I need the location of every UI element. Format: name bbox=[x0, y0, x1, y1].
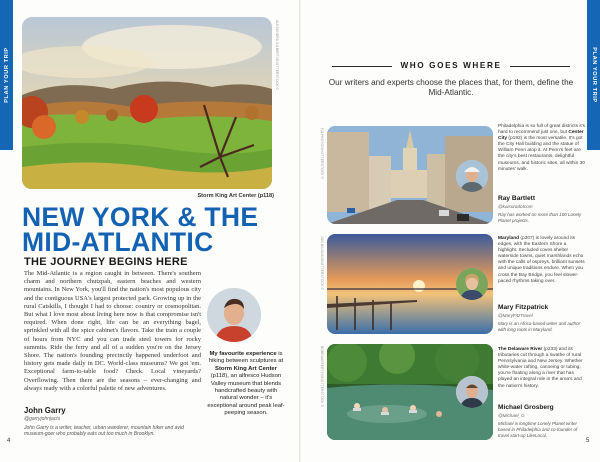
author-name: John Garry bbox=[24, 406, 66, 415]
page-number-right: 5 bbox=[586, 438, 590, 444]
page-subtitle: THE JOURNEY BEGINS HERE bbox=[24, 256, 188, 268]
favourite-experience: My favourite experience is hiking between sculptures at Storm King Art Center (p118), an alfresco Hudson Valley museum that blends handcrafted beauty with natural wonder – it's exceptional around peak leaf-peeping season. bbox=[207, 351, 285, 417]
page-number-left: 4 bbox=[7, 438, 11, 444]
page-title bbox=[22, 202, 292, 257]
writer-bio-mary-fitzpatrick: Mary is an Africa-based writer and author with long roots in Maryland. bbox=[498, 321, 581, 332]
writer-handle-ray-bartlett: @kaisoradotcom bbox=[498, 204, 533, 209]
photo-credit-philadelphia: F11PHOTO/SHUTTERSTOCK © bbox=[320, 128, 324, 180]
writer-portrait-ray-bartlett bbox=[456, 160, 488, 192]
title-line-1: NEW YORK & THE bbox=[22, 202, 259, 232]
hero-landscape-photo bbox=[22, 17, 272, 189]
writer-name-michael-grosberg: Michael Grosberg bbox=[498, 404, 554, 411]
author-handle: @garryjohnjacts bbox=[24, 416, 61, 422]
writer-name-ray-bartlett: Ray Bartlett bbox=[498, 195, 536, 202]
who-goes-where-heading: WHO GOES WHERE bbox=[400, 61, 502, 70]
writer-handle-mary-fitzpatrick: @MaryFitzTravel bbox=[498, 313, 533, 318]
blurb-maryland: Maryland (p307) is lovely around its edges, with the Eastern Shore a highlight. Secluded coves shelter waterside towns, quiet marshlands echo with the calls of ospreys, brilliant sunsets and unique traditions endure. When you cross the Bay Bridge, you feel slower-paced rhythms taking over. bbox=[498, 236, 585, 284]
writer-portrait-michael-grosberg bbox=[456, 376, 488, 408]
side-tab-left: PLAN YOUR TRIP bbox=[0, 0, 13, 150]
writer-name-mary-fitzpatrick: Mary Fitzpatrick bbox=[498, 304, 549, 311]
blurb-center-city: Philadelphia is so full of great districts it's hard to recommend just one, but Center City (p192) is the most versatile. It's got the City Hall building and the statue of William Penn atop it. At Penn's feet are the city's best restaurants, delightful museums, and historic sites, all within 30 minutes' walk. bbox=[498, 124, 586, 172]
author-portrait bbox=[207, 288, 261, 342]
photo-credit-maryland: JON BILOUS/SHUTTERSTOCK © bbox=[320, 236, 324, 291]
writer-bio-ray-bartlett: Ray has worked on more than 100 Lonely Planet projects. bbox=[498, 212, 582, 223]
blurb-delaware-river: The Delaware River (p233) and its tributaries cut through a swathe of rural Pennsylvania and New Jersey. Whether white-water rafting, canoeing or tubing, you're floating along a river that has played an integral role in the area's and the nation's history. bbox=[498, 347, 583, 389]
hero-photo-credit: ALEXANDRA GILBERT/SHUTTERSTOCK © bbox=[275, 20, 279, 91]
hero-caption: Storm King Art Center (p118) bbox=[197, 193, 274, 199]
author-bio: John Garry is a writer, teacher, urban wanderer, mountain hiker and avid museum-goer who probably eats out too much in Brooklyn. bbox=[24, 425, 184, 438]
title-line-2: MID-ATLANTIC bbox=[22, 227, 214, 257]
writer-portrait-mary-fitzpatrick bbox=[456, 268, 488, 300]
photo-credit-delaware: BOBRAAFFERTY/SHUTTERSTOCK © bbox=[320, 346, 324, 408]
side-tab-right: PLAN YOUR TRIP bbox=[587, 0, 600, 150]
spine-gutter bbox=[299, 0, 301, 462]
intro-paragraph: The Mid-Atlantic is a region caught in between. There's southern charm and northern chutzpah, eastern beaches and western mountains. In New York, you'll find the nation's most populous city and the contiguous USA's largest protected park. Growing up in the rural Catskills, I thought I had to choose: country or cosmopolitan. But what I love most about living here now is that compromise isn't required. When done right, life can be an everything bagel, sprinkled with all the spice cabinet's flavors. Take the train a couple of hours from NYC and you can trade steel towers for rocky summits. Ride the ferry and all of a sudden you're on the Jersey Shore. The nation's founding precinctly happened underfoot and history gets made daily in DC. World-class museums? We got 'em. Exceptional farm-to-table food? Check. Local vineyards? Overflowing. Then there are the seasons – ever-changing and always ready with a colorful palette of new adventures. bbox=[24, 270, 201, 392]
writer-handle-michael-grosberg: @Michael_G bbox=[498, 413, 525, 418]
who-goes-where-intro: Our writers and experts choose the places that, for them, define the Mid-Atlantic. bbox=[328, 78, 574, 98]
writer-bio-michael-grosberg: Michael is longtime Lonely Planet writer based in Philadelphia and co-founder of travel start-up LikeLocal. bbox=[498, 421, 578, 438]
